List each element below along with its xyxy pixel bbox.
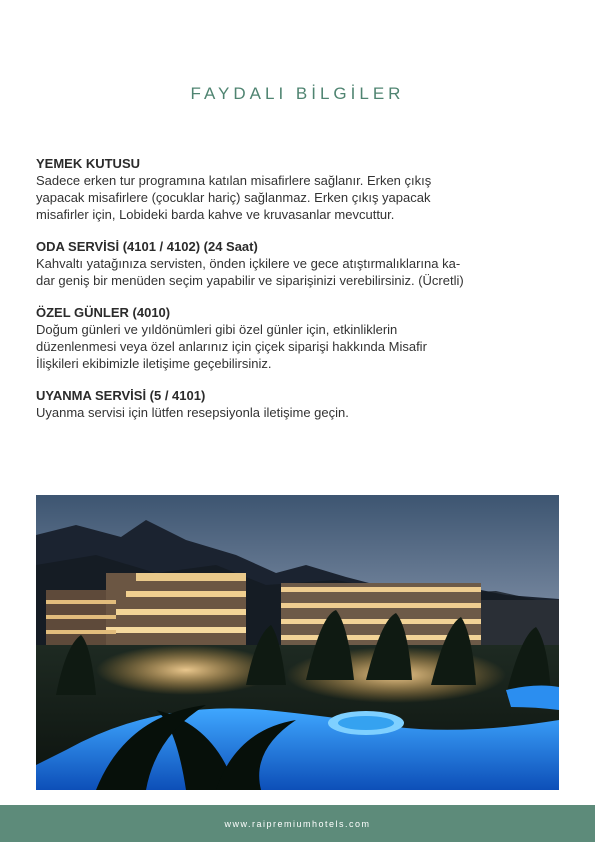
section-body	[36, 172, 561, 223]
section-heading: ÖZEL GÜNLER (4010)	[36, 305, 171, 320]
section-heading: UYANMA SERVİSİ (5 / 4101)	[36, 388, 206, 403]
section-wake-up-service	[36, 387, 561, 421]
hotel-night-photo	[36, 495, 559, 790]
section-room-service	[36, 238, 561, 289]
section-body	[36, 255, 561, 289]
section-heading: ODA SERVİSİ (4101 / 4102) (24 Saat)	[36, 239, 258, 254]
body-line: misafirler için, Lobideki barda kahve ve kruvasanlar mevcuttur.	[36, 207, 395, 222]
info-content	[36, 155, 561, 436]
section-lunch-box	[36, 155, 561, 223]
section-heading: YEMEK KUTUSU	[36, 156, 141, 171]
website-link[interactable]: www.raipremiumhotels.com	[224, 818, 371, 829]
body-line: Doğum günleri ve yıldönümleri gibi özel günler için, etkinliklerin	[36, 322, 398, 337]
body-line: Uyanma servisi için lütfen resepsiyonla iletişime geçin.	[36, 405, 349, 420]
page-title: FAYDALI BİLGİLER	[190, 84, 405, 103]
body-line: düzenlenmesi veya özel anlarınız için çiçek siparişi hakkında Misafir	[36, 339, 427, 354]
body-line: Sadece erken tur programına katılan misafirlere sağlanır. Erken çıkış	[36, 173, 432, 188]
body-line: yapacak misafirlere (çocuklar hariç) sağlanmaz. Erken çıkış yapacak	[36, 190, 431, 205]
section-body	[36, 321, 561, 372]
body-line: Kahvaltı yatağınıza servisten, önden içkilere ve gece atıştırmalıklarına ka-	[36, 256, 461, 271]
section-body	[36, 404, 561, 421]
footer-bar	[0, 805, 595, 842]
body-line: İlişkileri ekibimizle iletişime geçebilirsiniz.	[36, 356, 272, 371]
section-special-days	[36, 304, 561, 372]
body-line: dar geniş bir menüden seçim yapabilir ve siparişinizi verebilirsiniz. (Ücretli)	[36, 273, 464, 288]
